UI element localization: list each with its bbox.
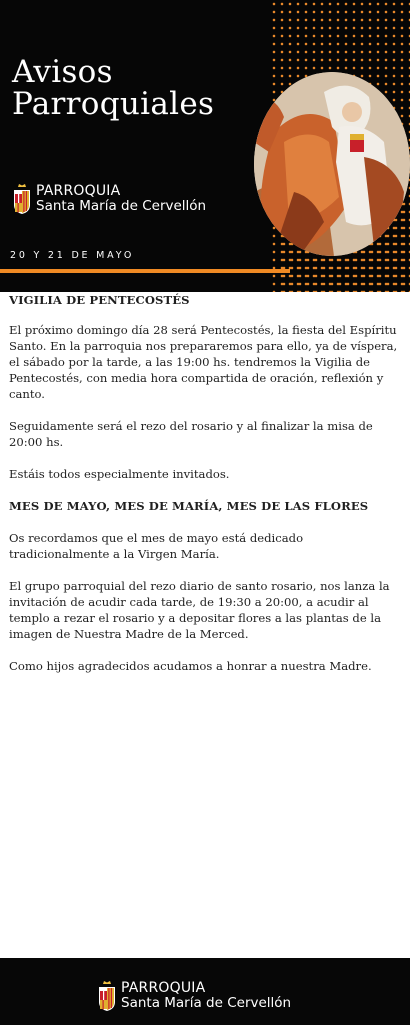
paragraph: Seguidamente será el rezo del rosario y al finalizar la misa de 20:00 hs. bbox=[9, 419, 373, 449]
header-banner bbox=[0, 0, 410, 292]
page-title bbox=[12, 56, 214, 120]
accent-divider bbox=[0, 269, 290, 273]
paragraph: Os recordamos que el mes de mayo está dedicado tradicionalmente a la Virgen María. bbox=[9, 531, 304, 561]
brand-name-line-2: Santa María de Cervellón bbox=[36, 198, 207, 214]
footer-parish-logo bbox=[97, 980, 291, 1012]
footer-brand-line-2: Santa María de Cervellón bbox=[121, 995, 292, 1011]
statue-photo bbox=[254, 72, 410, 256]
statue-image bbox=[254, 72, 410, 256]
section-heading-mes-de-mayo: MES DE MAYO, MES DE MARÍA, MES DE LAS FLORES bbox=[9, 499, 369, 513]
section-heading-vigilia: VIGILIA DE PENTECOSTÉS bbox=[9, 293, 190, 307]
article-body bbox=[9, 292, 401, 690]
footer bbox=[0, 958, 410, 1025]
footer-brand-line-1: PARROQUIA bbox=[121, 980, 206, 996]
paragraph: Estáis todos especialmente invitados. bbox=[9, 467, 230, 481]
parish-crest-icon bbox=[97, 980, 117, 1012]
brand-name-line-1: PARROQUIA bbox=[36, 183, 121, 199]
parish-crest-icon bbox=[12, 183, 32, 215]
paragraph: Como hijos agradecidos acudamos a honrar a nuestra Madre. bbox=[9, 659, 372, 673]
date-label: 20 Y 21 DE MAYO bbox=[10, 250, 135, 261]
paragraph: El grupo parroquial del rezo diario de santo rosario, nos lanza la invitación de acudir cada tarde, de 19:30 a 20:00, a acudir al templo a rezar el rosario y a depositar flores a las plantas de la imagen de Nuestra Madre de la Merced. bbox=[9, 579, 390, 641]
paragraph: El próximo domingo día 28 será Pentecostés, la fiesta del Espíritu Santo. En la parroquia nos prepararemos para ello, ya de víspera, el sábado por la tarde, a las 19:00 hs. tendremos la Vigilia de Pentecostés, con media hora compartida de oración, reflexión y canto. bbox=[9, 323, 398, 401]
parish-logo bbox=[12, 183, 206, 215]
title-line-1: Avisos bbox=[12, 54, 113, 90]
title-line-2: Parroquiales bbox=[12, 86, 215, 122]
